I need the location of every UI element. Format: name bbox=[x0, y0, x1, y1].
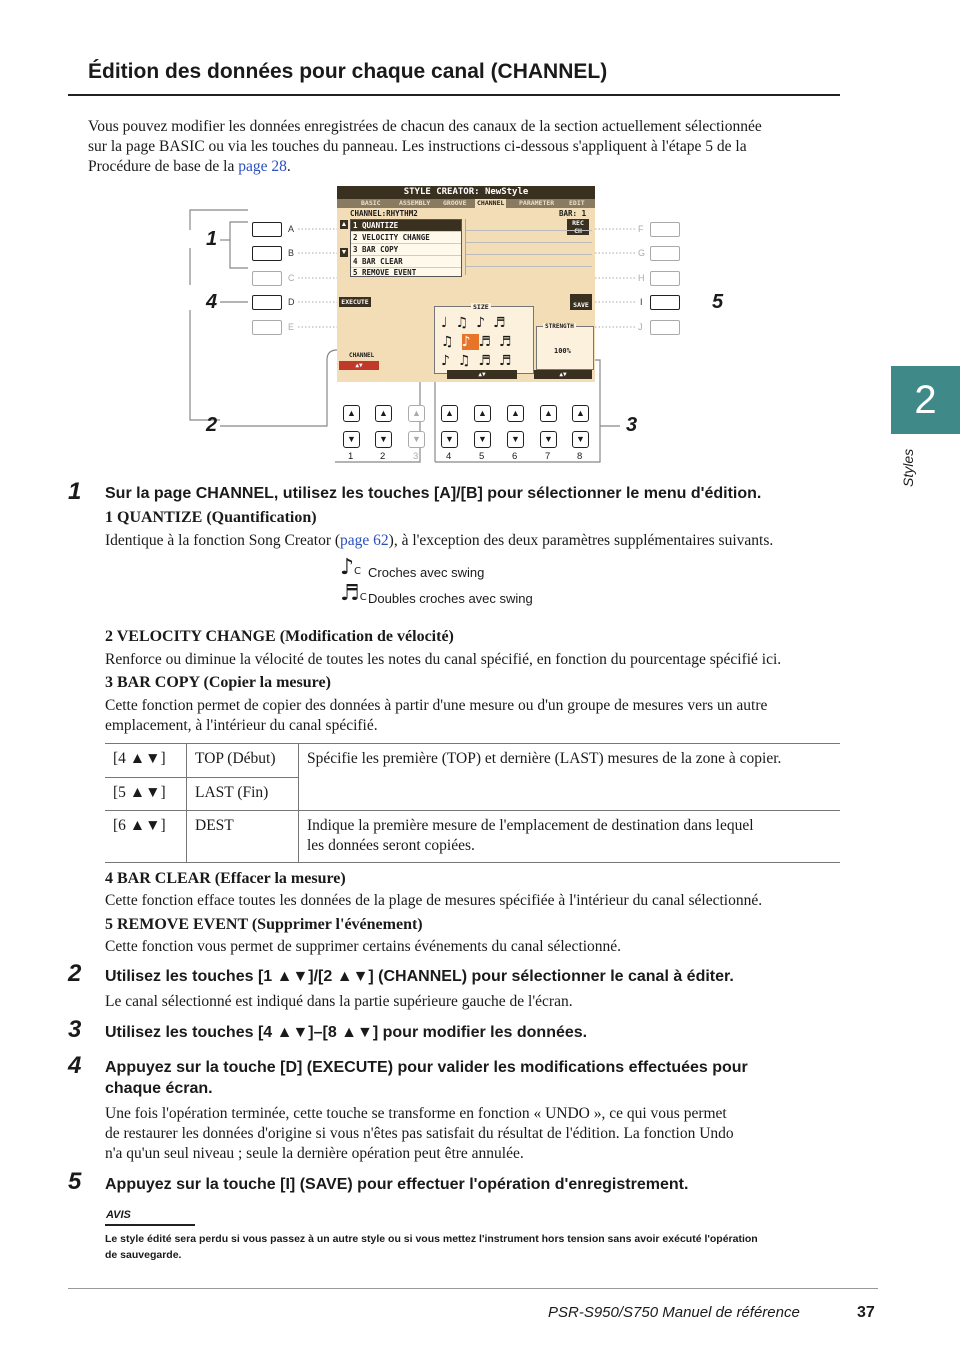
button-number: 6 bbox=[512, 451, 518, 462]
menu-item-bar-clear[interactable]: 4 BAR CLEAR bbox=[351, 255, 461, 267]
text-line: de restaurer les données d'origine si vous n'êtes pas satisfait du résultat de l'édition. La fonction Undo bbox=[105, 1125, 734, 1142]
intro-line: Vous pouvez modifier les données enregistrées de chacun des canaux de la section actuellement sélectionnée bbox=[88, 118, 762, 135]
button-i-label: I bbox=[640, 297, 643, 307]
subheading-bar-copy: 3 BAR COPY (Copier la mesure) bbox=[105, 674, 331, 691]
button-e-label: E bbox=[288, 322, 295, 332]
button-b-label: B bbox=[288, 248, 295, 258]
step-heading: Utilisez les touches [1 ▲▼]/[2 ▲▼] (CHANNEL) pour sélectionner le canal à éditer. bbox=[105, 968, 734, 985]
table-rule bbox=[186, 777, 298, 778]
tab-groove[interactable]: GROOVE bbox=[443, 199, 467, 207]
button-5-up[interactable]: ▲ bbox=[474, 405, 491, 422]
button-number: 4 bbox=[446, 451, 452, 462]
text-line: n'a qu'un seul niveau ; seule la dernière opération peut être annulée. bbox=[105, 1145, 524, 1162]
edit-menu-list bbox=[350, 219, 462, 277]
button-4-down[interactable]: ▼ bbox=[441, 431, 458, 448]
page-link[interactable]: page 62 bbox=[340, 532, 389, 549]
button-d[interactable] bbox=[252, 295, 282, 310]
button-f-label: F bbox=[638, 224, 644, 234]
table-cell-key: [6 ▲▼] bbox=[113, 817, 166, 834]
callout-5: 5 bbox=[712, 291, 724, 313]
tab-basic[interactable]: BASIC bbox=[361, 199, 381, 207]
table-rule bbox=[105, 743, 840, 744]
chapter-tab: 2 bbox=[891, 366, 960, 434]
swing-sixteenth-icon: ♬C bbox=[340, 581, 367, 606]
tab-channel[interactable]: CHANNEL bbox=[477, 199, 505, 207]
text-line: Cette fonction permet de copier des données à partir d'une mesure ou d'un groupe de mesures vers un autre bbox=[105, 697, 768, 714]
button-number: 2 bbox=[380, 451, 386, 462]
button-4-up[interactable]: ▲ bbox=[441, 405, 458, 422]
screen-title: STYLE CREATOR: NewStyle bbox=[337, 186, 595, 199]
button-j-label: J bbox=[638, 322, 643, 332]
table-cell-key: [4 ▲▼] bbox=[113, 750, 166, 767]
button-3-down[interactable]: ▼ bbox=[408, 431, 425, 448]
paragraph bbox=[105, 531, 773, 551]
button-8-up[interactable]: ▲ bbox=[572, 405, 589, 422]
swing-eighth-icon: ♪C bbox=[340, 555, 362, 580]
button-c-label: C bbox=[288, 273, 295, 283]
button-h-label: H bbox=[638, 273, 645, 283]
rec-ch-button[interactable]: REC CH bbox=[567, 219, 589, 235]
up-arrow-icon: ▲ bbox=[340, 220, 348, 228]
note-row: ♩♫♪♬ bbox=[441, 315, 514, 331]
table-cell-name: TOP (Début) bbox=[195, 750, 276, 767]
page-link[interactable]: page 28 bbox=[238, 158, 287, 175]
chapter-label: Styles bbox=[900, 448, 916, 487]
footer-rule bbox=[68, 1288, 878, 1289]
button-a[interactable] bbox=[252, 222, 282, 237]
screen-tabs bbox=[337, 199, 595, 208]
note-row: ♫♪♬♬ bbox=[441, 334, 520, 350]
button-a-label: A bbox=[288, 224, 295, 234]
button-3-up[interactable]: ▲ bbox=[408, 405, 425, 422]
menu-item-bar-copy[interactable]: 3 BAR COPY bbox=[351, 243, 461, 255]
text: Identique à la fonction Song Creator ( bbox=[105, 532, 341, 549]
paragraph: Cette fonction efface toutes les données de la plage de mesures spécifiée à l'intérieur du canal sélectionné. bbox=[105, 892, 763, 909]
subheading-velocity: 2 VELOCITY CHANGE (Modification de vélocité) bbox=[105, 628, 454, 645]
down-arrow-icon: ▼ bbox=[340, 248, 348, 256]
button-g-label: G bbox=[638, 248, 646, 258]
button-2-up[interactable]: ▲ bbox=[375, 405, 392, 422]
intro-paragraph bbox=[88, 117, 848, 177]
intro-text: . bbox=[286, 158, 291, 175]
page-number: 37 bbox=[857, 1304, 875, 1321]
channel-label: CHANNEL bbox=[349, 352, 375, 359]
intro-line: sur la page BASIC ou via les touches du panneau. Les instructions ci-dessous s'appliquent à l'étape 5 de la bbox=[88, 138, 747, 155]
button-g[interactable] bbox=[650, 246, 680, 261]
menu-item-remove-event[interactable]: 5 REMOVE EVENT bbox=[351, 267, 461, 278]
callout-3: 3 bbox=[626, 414, 638, 436]
button-j[interactable] bbox=[650, 320, 680, 335]
button-6-down[interactable]: ▼ bbox=[507, 431, 524, 448]
menu-item-quantize[interactable]: 1 QUANTIZE bbox=[351, 220, 461, 231]
button-number: 1 bbox=[348, 451, 354, 462]
paragraph bbox=[105, 1104, 734, 1164]
button-8-down[interactable]: ▼ bbox=[572, 431, 589, 448]
step-heading: Appuyez sur la touche [I] (SAVE) pour effectuer l'opération d'enregistrement. bbox=[105, 1176, 689, 1193]
menu-item-velocity-change[interactable]: 2 VELOCITY CHANGE bbox=[351, 231, 461, 243]
button-2-down[interactable]: ▼ bbox=[375, 431, 392, 448]
button-1-down[interactable]: ▼ bbox=[343, 431, 360, 448]
footer-manual-title: PSR-S950/S750 Manuel de référence bbox=[548, 1304, 800, 1321]
table-col-rule bbox=[186, 743, 187, 862]
subheading-remove-event: 5 REMOVE EVENT (Supprimer l'événement) bbox=[105, 916, 423, 933]
table-cell-desc bbox=[307, 816, 754, 856]
strength-arrows: ▲▼ bbox=[534, 370, 592, 379]
step-number: 3 bbox=[68, 1016, 82, 1043]
text: ), à l'exception des deux paramètres supplémentaires suivants. bbox=[388, 532, 774, 549]
callout-4: 4 bbox=[206, 291, 218, 313]
button-7-down[interactable]: ▼ bbox=[540, 431, 557, 448]
button-5-down[interactable]: ▼ bbox=[474, 431, 491, 448]
button-number: 8 bbox=[577, 451, 583, 462]
paragraph: Renforce ou diminue la vélocité de toutes les notes du canal spécifié, en fonction du pourcentage spécifié ici. bbox=[105, 651, 782, 668]
button-c[interactable] bbox=[252, 271, 282, 286]
heading-line: Appuyez sur la touche [D] (EXECUTE) pour valider les modifications effectuées pour bbox=[105, 1059, 748, 1076]
table-cell-desc: Spécifie les première (TOP) et dernière (LAST) mesures de la zone à copier. bbox=[307, 750, 782, 767]
title-rule bbox=[68, 94, 840, 96]
save-button[interactable] bbox=[570, 294, 592, 310]
avis-rule bbox=[105, 1224, 195, 1226]
tab-assembly[interactable]: ASSEMBLY bbox=[399, 199, 431, 207]
text-line: Indique la première mesure de l'emplacement de destination dans lequel bbox=[307, 817, 754, 834]
strength-label: STRENGTH bbox=[545, 323, 574, 330]
strength-value: 100% bbox=[554, 347, 571, 355]
bar-indicator: BAR: 1 bbox=[559, 209, 587, 218]
text-line: emplacement, à l'intérieur du canal spécifié. bbox=[105, 717, 378, 734]
button-number: 7 bbox=[545, 451, 551, 462]
channel-indicator: CHANNEL:RHYTHM2 bbox=[350, 209, 418, 218]
swing-sixteenth-label: Doubles croches avec swing bbox=[368, 591, 533, 606]
step-number: 1 bbox=[68, 478, 82, 505]
step-number: 4 bbox=[68, 1052, 82, 1079]
button-e[interactable] bbox=[252, 320, 282, 335]
step-number: 5 bbox=[68, 1168, 82, 1195]
tab-edit[interactable]: EDIT bbox=[569, 199, 585, 207]
avis-line: Le style édité sera perdu si vous passez à un autre style ou si vous mettez l'instrument hors tension sans avoir exécuté l'opération bbox=[105, 1233, 758, 1245]
paragraph bbox=[105, 696, 767, 736]
strength-panel bbox=[536, 323, 594, 370]
size-panel bbox=[434, 303, 534, 374]
size-label: SIZE bbox=[473, 303, 489, 311]
size-arrows: ▲▼ bbox=[447, 370, 517, 379]
paragraph: Le canal sélectionné est indiqué dans la partie supérieure gauche de l'écran. bbox=[105, 993, 573, 1010]
button-6-up[interactable]: ▲ bbox=[507, 405, 524, 422]
step-number: 2 bbox=[68, 960, 82, 987]
menu-detail-area bbox=[465, 219, 592, 275]
callout-1: 1 bbox=[206, 228, 218, 250]
table-cell-key: [5 ▲▼] bbox=[113, 784, 166, 801]
button-number: 3 bbox=[413, 451, 419, 462]
subheading-bar-clear: 4 BAR CLEAR (Effacer la mesure) bbox=[105, 870, 346, 887]
table-cell-name: DEST bbox=[195, 817, 234, 834]
button-d-label: D bbox=[288, 297, 295, 307]
button-f[interactable] bbox=[650, 222, 680, 237]
note-row: ♪♫♬♬ bbox=[441, 353, 520, 369]
avis-label: AVIS bbox=[106, 1209, 131, 1221]
button-i[interactable] bbox=[650, 295, 680, 310]
button-b[interactable] bbox=[252, 246, 282, 261]
heading-line: chaque écran. bbox=[105, 1080, 213, 1097]
step-heading: Utilisez les touches [4 ▲▼]–[8 ▲▼] pour modifier les données. bbox=[105, 1024, 588, 1041]
avis-line: de sauvegarde. bbox=[105, 1249, 182, 1261]
intro-line bbox=[88, 157, 848, 177]
swing-eighth-label: Croches avec swing bbox=[368, 565, 485, 580]
table-col-rule bbox=[298, 743, 299, 862]
subheading-quantize: 1 QUANTIZE (Quantification) bbox=[105, 509, 317, 526]
table-rule bbox=[105, 810, 840, 811]
step-heading bbox=[105, 1057, 748, 1099]
execute-button[interactable]: EXECUTE bbox=[339, 297, 371, 307]
tab-parameter[interactable]: PARAMETER bbox=[519, 199, 555, 207]
paragraph: Cette fonction vous permet de supprimer certains événements du canal sélectionné. bbox=[105, 938, 622, 955]
note-grid bbox=[441, 314, 520, 371]
callout-2: 2 bbox=[206, 414, 218, 436]
table-rule bbox=[105, 862, 840, 863]
save-label: SAVE bbox=[573, 301, 589, 309]
text-line: Une fois l'opération terminée, cette touche se transforme en fonction « UNDO », ce qui vous permet bbox=[105, 1105, 727, 1122]
button-1-up[interactable]: ▲ bbox=[343, 405, 360, 422]
intro-text: Procédure de base de la bbox=[88, 158, 239, 175]
channel-arrows: ▲▼ bbox=[339, 361, 379, 370]
table-cell-name: LAST (Fin) bbox=[195, 784, 269, 801]
table-rule bbox=[105, 777, 186, 778]
section-title: Édition des données pour chaque canal (CHANNEL) bbox=[88, 60, 608, 83]
avis-text bbox=[105, 1231, 758, 1263]
lcd-screen bbox=[337, 186, 595, 382]
step-heading: Sur la page CHANNEL, utilisez les touches [A]/[B] pour sélectionner le menu d'édition. bbox=[105, 485, 762, 502]
button-7-up[interactable]: ▲ bbox=[540, 405, 557, 422]
button-number: 5 bbox=[479, 451, 485, 462]
button-h[interactable] bbox=[650, 271, 680, 286]
text-line: les données seront copiées. bbox=[307, 837, 475, 854]
